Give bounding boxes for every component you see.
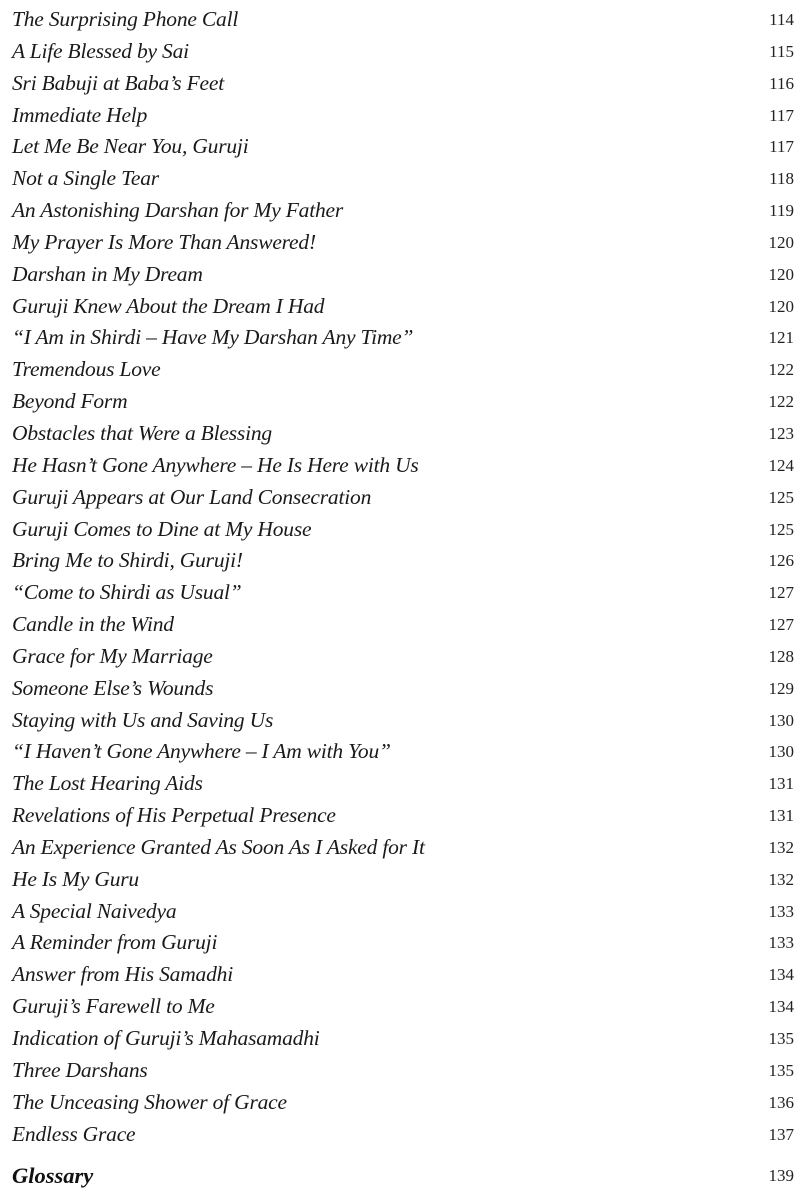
toc-entry-page-number: 133 [768, 901, 794, 921]
toc-entry [12, 291, 794, 323]
toc-entry-title: Guruji Comes to Dine at My House [12, 516, 312, 541]
toc-entry [12, 418, 794, 450]
toc-entry-page-number: 130 [768, 710, 794, 730]
toc-entry-page-number: 136 [768, 1092, 794, 1112]
toc-entry-title: Staying with Us and Saving Us [12, 707, 274, 732]
toc-entry-page-number: 134 [768, 997, 794, 1017]
toc-entry-glossary [12, 1159, 794, 1193]
toc-entry [12, 959, 794, 991]
toc-entry-page-number: 132 [768, 869, 794, 889]
toc-entry-title: “I Haven’t Gone Anywhere – I Am with You” [12, 739, 391, 764]
toc-entry-page-number: 117 [769, 137, 794, 157]
toc-entry-page-number: 127 [768, 615, 794, 635]
toc-entry-title: Obstacles that Were a Blessing [12, 420, 272, 445]
toc-entry [12, 322, 794, 354]
toc-entry-page-number: 126 [768, 551, 794, 571]
toc-entry-title: Endless Grace [12, 1121, 136, 1146]
toc-entry-page-number: 115 [769, 41, 794, 61]
table-of-contents [12, 4, 794, 1150]
toc-entry [12, 768, 794, 800]
toc-entry-title: He Hasn’t Gone Anywhere – He Is Here with Us [12, 452, 419, 477]
toc-entry [12, 514, 794, 546]
toc-entry [12, 736, 794, 768]
toc-entry-title: He Is My Guru [12, 866, 139, 891]
toc-entry [12, 68, 794, 100]
toc-entry-title: Tremendous Love [12, 357, 161, 382]
toc-entry-page-number: 122 [768, 360, 794, 380]
toc-entry-page-number: 135 [768, 1060, 794, 1080]
toc-entry-page-number: 117 [769, 105, 794, 125]
toc-entry-title: Immediate Help [12, 102, 148, 127]
toc-entry-page-number: 128 [768, 646, 794, 666]
toc-entry [12, 259, 794, 291]
toc-entry-page-number: 124 [768, 455, 794, 475]
toc-entry-page-number: 120 [768, 296, 794, 316]
toc-entry-page-number: 137 [768, 1124, 794, 1144]
toc-entry-page-number: 129 [768, 678, 794, 698]
toc-entry-page-number: 131 [768, 774, 794, 794]
toc-entry [12, 195, 794, 227]
toc-entry-title: An Astonishing Darshan for My Father [12, 198, 344, 223]
glossary-page-number: 139 [768, 1166, 794, 1185]
toc-entry-page-number: 130 [768, 742, 794, 762]
toc-entry [12, 1119, 794, 1151]
toc-entry-title: Darshan in My Dream [12, 261, 203, 286]
toc-entry-title: Answer from His Samadhi [12, 962, 233, 987]
toc-entry-title: The Lost Hearing Aids [12, 771, 203, 796]
toc-entry [12, 896, 794, 928]
toc-entry [12, 131, 794, 163]
toc-entry [12, 927, 794, 959]
toc-entry [12, 227, 794, 259]
toc-entry-title: The Unceasing Shower of Grace [12, 1089, 287, 1114]
toc-entry-title: Grace for My Marriage [12, 643, 213, 668]
toc-entry [12, 36, 794, 68]
toc-entry-page-number: 121 [768, 328, 794, 348]
toc-entry-page-number: 120 [768, 232, 794, 252]
toc-entry-title: Sri Babuji at Baba’s Feet [12, 70, 224, 95]
toc-entry [12, 1055, 794, 1087]
toc-entry-title: “Come to Shirdi as Usual” [12, 580, 242, 605]
toc-entry-title: An Experience Granted As Soon As I Asked for It [12, 834, 425, 859]
toc-entry-page-number: 135 [768, 1029, 794, 1048]
toc-entry-title: Revelations of His Perpetual Presence [12, 803, 336, 828]
toc-entry-page-number: 122 [768, 392, 794, 412]
toc-entry-title: Beyond Form [12, 389, 128, 414]
toc-entry-title: Not a Single Tear [12, 166, 159, 191]
toc-entry [12, 577, 794, 609]
toc-entry [12, 641, 794, 673]
toc-entry [12, 991, 794, 1023]
toc-entry-page-number: 116 [769, 73, 794, 93]
toc-entry-title: Someone Else’s Wounds [12, 675, 214, 700]
toc-entry [12, 800, 794, 832]
toc-entry [12, 864, 794, 896]
toc-entry [12, 1023, 794, 1055]
toc-entry-title: Indication of Guruji’s Mahasamadhi [12, 1026, 320, 1050]
toc-entry-title: A Life Blessed by Sai [12, 38, 189, 63]
toc-entry-page-number: 114 [769, 10, 794, 29]
toc-entry [12, 354, 794, 386]
toc-entry-page-number: 118 [769, 169, 794, 189]
toc-entry [12, 545, 794, 577]
toc-entry [12, 386, 794, 418]
toc-entry [12, 163, 794, 195]
toc-entry-page-number: 125 [768, 519, 794, 539]
toc-entry-title: The Surprising Phone Call [12, 7, 239, 31]
toc-entry-title: Candle in the Wind [12, 612, 174, 637]
toc-entry-title: Bring Me to Shirdi, Guruji! [12, 548, 243, 573]
toc-entry-page-number: 127 [768, 583, 794, 603]
toc-entry-title: My Prayer Is More Than Answered! [12, 229, 316, 254]
toc-entry [12, 705, 794, 737]
toc-entry-title: A Reminder from Guruji [12, 930, 218, 955]
toc-entry [12, 4, 794, 36]
toc-entry [12, 450, 794, 482]
toc-entry-page-number: 133 [768, 933, 794, 953]
toc-entry-page-number: 119 [769, 201, 794, 221]
toc-entry [12, 609, 794, 641]
toc-entry-page-number: 134 [768, 965, 794, 985]
toc-entry-page-number: 123 [768, 423, 794, 443]
toc-entry-title: A Special Naivedya [12, 898, 177, 923]
toc-entry-title: Guruji Appears at Our Land Consecration [12, 484, 372, 509]
toc-entry-title: “I Am in Shirdi – Have My Darshan Any Time” [12, 325, 414, 350]
toc-entry-title: Let Me Be Near You, Guruji [12, 134, 249, 159]
toc-entry-page-number: 131 [768, 806, 794, 826]
toc-entry [12, 482, 794, 514]
toc-entry [12, 832, 794, 864]
toc-entry [12, 673, 794, 705]
toc-entry-page-number: 120 [768, 264, 794, 284]
toc-entry-title: Guruji’s Farewell to Me [12, 994, 215, 1019]
toc-entry-page-number: 132 [768, 837, 794, 857]
toc-entry-page-number: 125 [768, 487, 794, 507]
toc-entry-title: Guruji Knew About the Dream I Had [12, 293, 325, 318]
toc-entry [12, 1087, 794, 1119]
toc-entry-title: Three Darshans [12, 1057, 148, 1082]
glossary-title: Glossary [12, 1163, 94, 1188]
toc-entry [12, 100, 794, 132]
